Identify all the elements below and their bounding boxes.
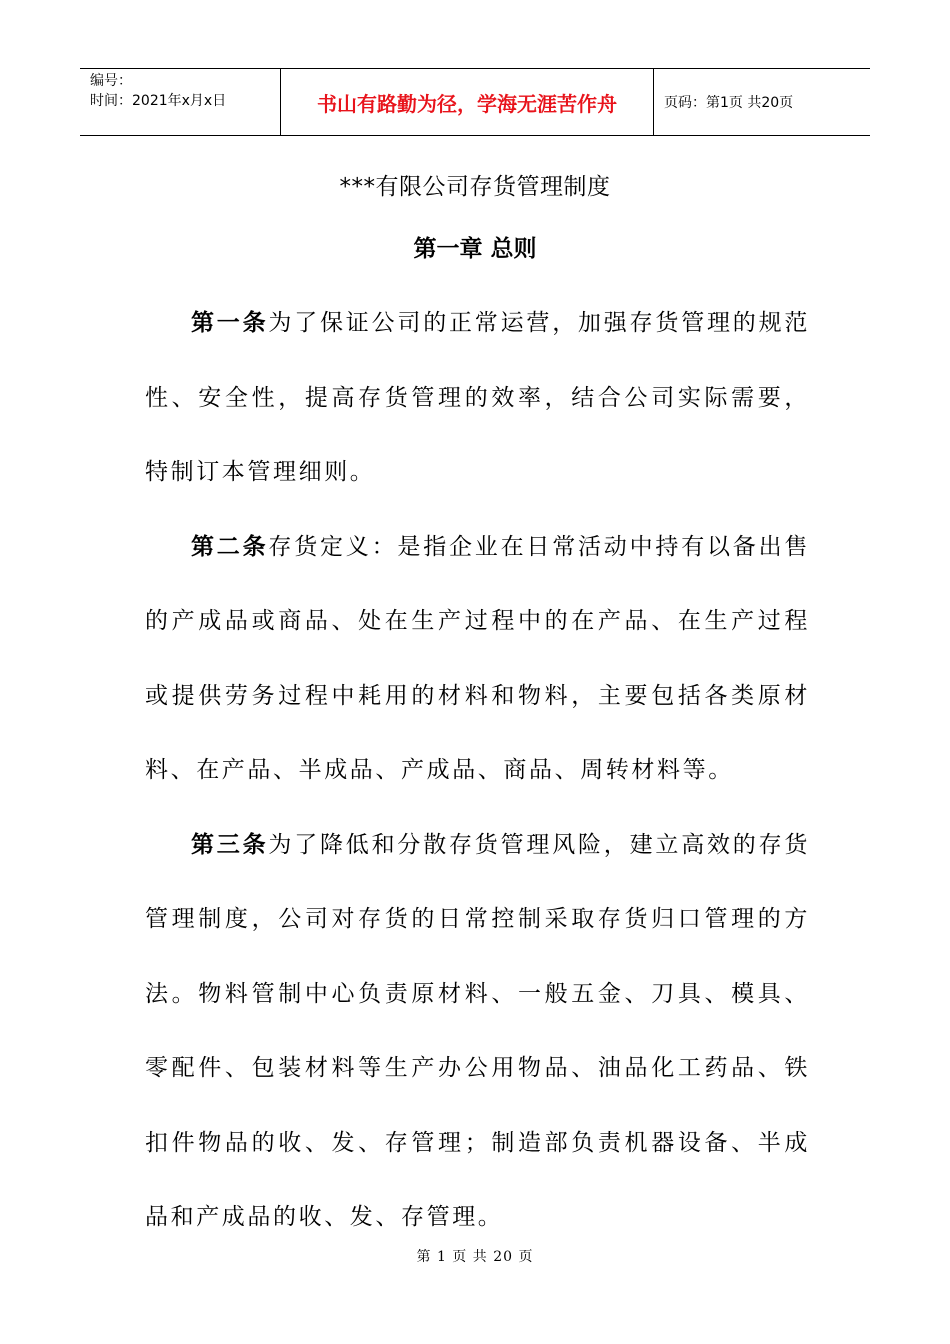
article-heading: 第一条 bbox=[191, 310, 269, 336]
article-heading: 第三条 bbox=[191, 831, 269, 858]
article-paragraph bbox=[145, 808, 810, 1255]
article-heading: 第二条 bbox=[191, 533, 269, 560]
page-header bbox=[80, 68, 870, 136]
chapter-heading: 第一章 总则 bbox=[413, 236, 537, 262]
article-text: 为了保证公司的正常运营，加强存货管理的规范性、安全性，提高存货管理的效率，结合公司实际需要，特制订本管理细则。 bbox=[145, 310, 810, 485]
article-text: 为了降低和分散存货管理风险，建立高效的存货管理制度，公司对存货的日常控制采取存货归口管理的方法。物料管制中心负责原材料、一般五金、刀具、模具、零配件、包装材料等生产办公用物品、油品化工药品、铁扣件物品的收、发、存管理；制造部负责机器设备、半成品和产成品的收、发、存管理。 bbox=[145, 831, 810, 1230]
article-text: 存货定义：是指企业在日常活动中持有以备出售的产成品或商品、处在生产过程中的在产品、在生产过程或提供劳务过程中耗用的材料和物料，主要包括各类原材料、在产品、半成品、产成品、商品、周转材料等。 bbox=[145, 533, 810, 783]
article-paragraph bbox=[145, 286, 810, 510]
date-label: 时间：2021年x月x日 bbox=[90, 93, 227, 109]
document-body bbox=[145, 286, 810, 1255]
number-label: 编号： bbox=[90, 73, 132, 89]
header-meta bbox=[80, 69, 281, 135]
page-footer: 第 1 页 共 20 页 bbox=[416, 1249, 534, 1265]
header-page-info: 页码：第1页 共20页 bbox=[664, 95, 794, 111]
header-motto: 书山有路勤为径，学海无涯苦作舟 bbox=[281, 69, 654, 135]
document-title: ***有限公司存货管理制度 bbox=[339, 174, 611, 200]
article-paragraph bbox=[145, 510, 810, 808]
